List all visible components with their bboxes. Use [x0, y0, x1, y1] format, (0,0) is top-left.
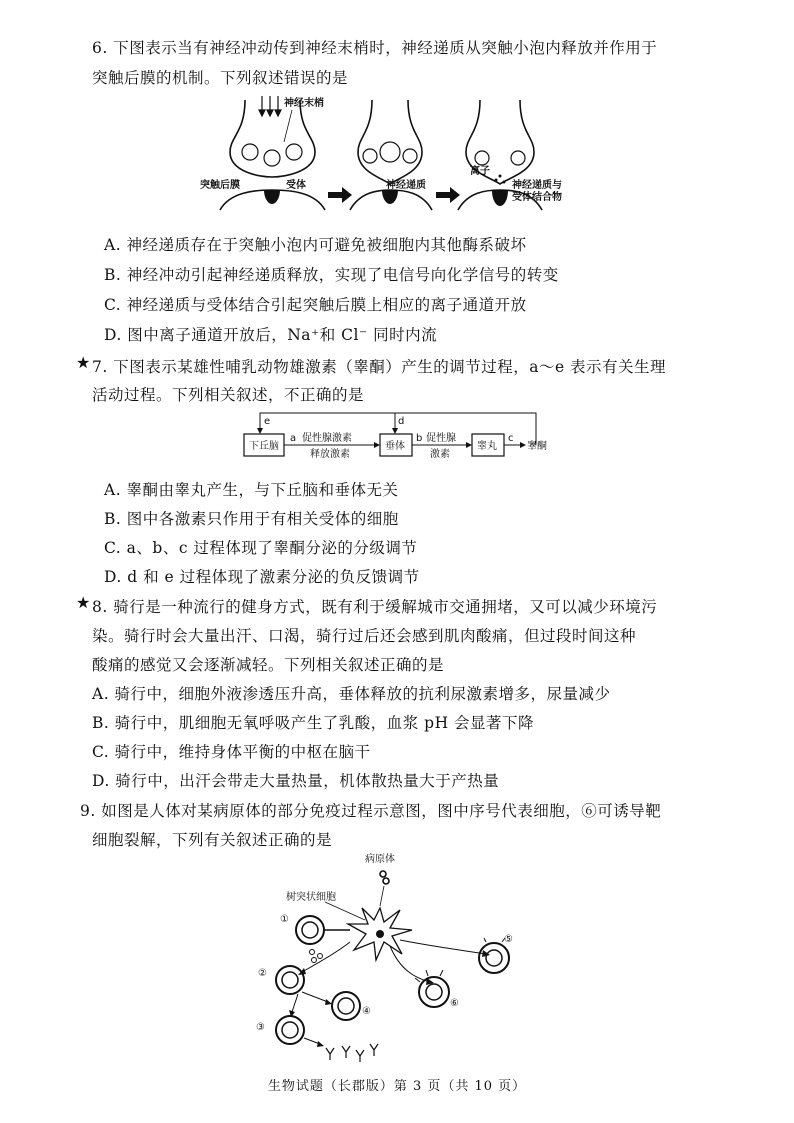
q8-option-c: C. 骑行中，维持身体平衡的中枢在脑干: [92, 743, 371, 761]
arrow-d-label: d: [398, 416, 405, 427]
q7-option-a: A. 睾酮由睾丸产生，与下丘脑和垂体无关: [104, 481, 399, 499]
stage-arrow-2: [436, 187, 460, 203]
stage-arrow-1: [328, 187, 352, 203]
num-4: ④: [362, 1006, 371, 1017]
cell-4: [332, 992, 360, 1020]
cell-6: [415, 970, 449, 1007]
q6-option-b: B. 神经冲动引起神经递质释放，实现了电信号向化学信号的转变: [104, 266, 559, 284]
q6-option-c: C. 神经递质与受体结合引起突触后膜上相应的离子通道开放: [104, 296, 527, 314]
cytokine-dots: [310, 950, 323, 963]
q7-option-c: C. a、b、c 过程体现了睾酮分泌的分级调节: [104, 539, 418, 557]
box-hypothalamus-label: 下丘脑: [249, 441, 279, 452]
receptor-1: [264, 190, 280, 204]
label-ion: 离子: [470, 166, 490, 177]
label-receptor: 受体: [286, 180, 306, 191]
arrow-b-label: b: [416, 433, 423, 444]
num-5: ⑤: [504, 934, 513, 945]
q7-regulation-figure: [240, 410, 560, 466]
q6-synapse-figure: [200, 92, 580, 216]
q7-option-b: B. 图中各激素只作用于有相关受体的细胞: [104, 510, 399, 528]
q8-stem-line3: 酸痛的感觉又会逐渐减轻。下列相关叙述正确的是: [92, 656, 445, 674]
num-1: ①: [280, 914, 289, 925]
q7-option-d: D. d 和 e 过程体现了激素分泌的负反馈调节: [104, 568, 420, 586]
q9-stem-line1: 9. 如图是人体对某病原体的部分免疫过程示意图，图中序号代表细胞，⑥可诱导靶: [80, 802, 662, 820]
pathogen-icon: [380, 871, 389, 884]
q6-option-a: A. 神经递质存在于突触小泡内可避免被细胞内其他酶系破坏: [104, 236, 527, 254]
impulse-arrows: [259, 96, 281, 116]
hormone1-line2: 释放激素: [310, 449, 350, 460]
label-nerve-end: 神经末梢: [284, 98, 324, 109]
page-footer: 生物试题（长郡版）第 3 页（共 10 页）: [267, 1079, 527, 1094]
hormone1-line1: 促性腺激素: [302, 433, 352, 444]
q8-stem-line1: 8. 骑行是一种流行的健身方式，既有利于缓解城市交通拥堵，又可以减少环境污: [92, 598, 658, 616]
output-testosterone: 睾酮: [527, 441, 547, 452]
antibodies: [326, 1044, 378, 1062]
hormone2-line2: 激素: [430, 449, 450, 460]
hormone2-line1: 促性腺: [426, 433, 456, 444]
q6-stem-line2: 突触后膜的机制。下列叙述错误的是: [92, 69, 349, 87]
q9-immune-figure: [250, 850, 530, 1062]
label-transmitter: 神经递质: [386, 180, 426, 191]
arrow-c-label: c: [508, 433, 514, 444]
cell-1: [296, 916, 324, 944]
receptor-open: [492, 190, 508, 206]
q8-option-b: B. 骑行中，肌细胞无氧呼吸产生了乳酸，血浆 pH 会显著下降: [92, 714, 535, 732]
box-testis-label: 睾丸: [477, 441, 497, 452]
num-6: ⑥: [450, 998, 459, 1009]
q6-stem-line1: 6. 下图表示当有神经冲动传到神经末梢时，神经递质从突触小泡内释放并作用于: [92, 39, 658, 57]
cell-3: [276, 1016, 304, 1044]
q8-stem-line2: 染。骑行时会大量出汗、口渴，骑行过后还会感到肌肉酸痛，但过段时间这种: [92, 627, 637, 645]
vesicles-1: [242, 144, 302, 166]
q6-option-d: D. 图中离子通道开放后，Na⁺和 Cl⁻ 同时内流: [104, 326, 438, 344]
label-combined-1: 神经递质与: [512, 180, 562, 191]
arrow-e-label: e: [264, 416, 271, 427]
label-pathogen: 病原体: [365, 854, 395, 865]
num-2: ②: [258, 968, 267, 979]
q8-option-a: A. 骑行中，细胞外液渗透压升高，垂体释放的抗利尿激素增多，尿量减少: [92, 685, 611, 703]
q7-stem-line2: 活动过程。下列相关叙述，不正确的是: [92, 386, 365, 404]
num-3: ③: [256, 1022, 265, 1033]
label-postsynaptic: 突触后膜: [200, 180, 240, 191]
arrow-a-label: a: [290, 433, 297, 444]
box-pituitary-label: 垂体: [385, 441, 405, 452]
q8-option-d: D. 骑行中，出汗会带走大量热量，机体散热量大于产热量: [92, 772, 500, 790]
q7-stem-line1: 7. 下图表示某雄性哺乳动物雄激素（睾酮）产生的调节过程，a～e 表示有关生理: [92, 358, 667, 376]
cell-2: [276, 966, 304, 994]
q8-star-icon: ★: [76, 593, 91, 612]
vesicles-3: [475, 151, 525, 165]
label-combined-2: 受体结合物: [512, 192, 562, 203]
label-dendritic-cell: 树突状细胞: [286, 892, 336, 903]
receptor-2: [382, 190, 398, 204]
q7-star-icon: ★: [76, 353, 91, 372]
vesicles-2: [363, 142, 417, 163]
q9-stem-line2: 细胞裂解，下列有关叙述正确的是: [92, 831, 333, 849]
